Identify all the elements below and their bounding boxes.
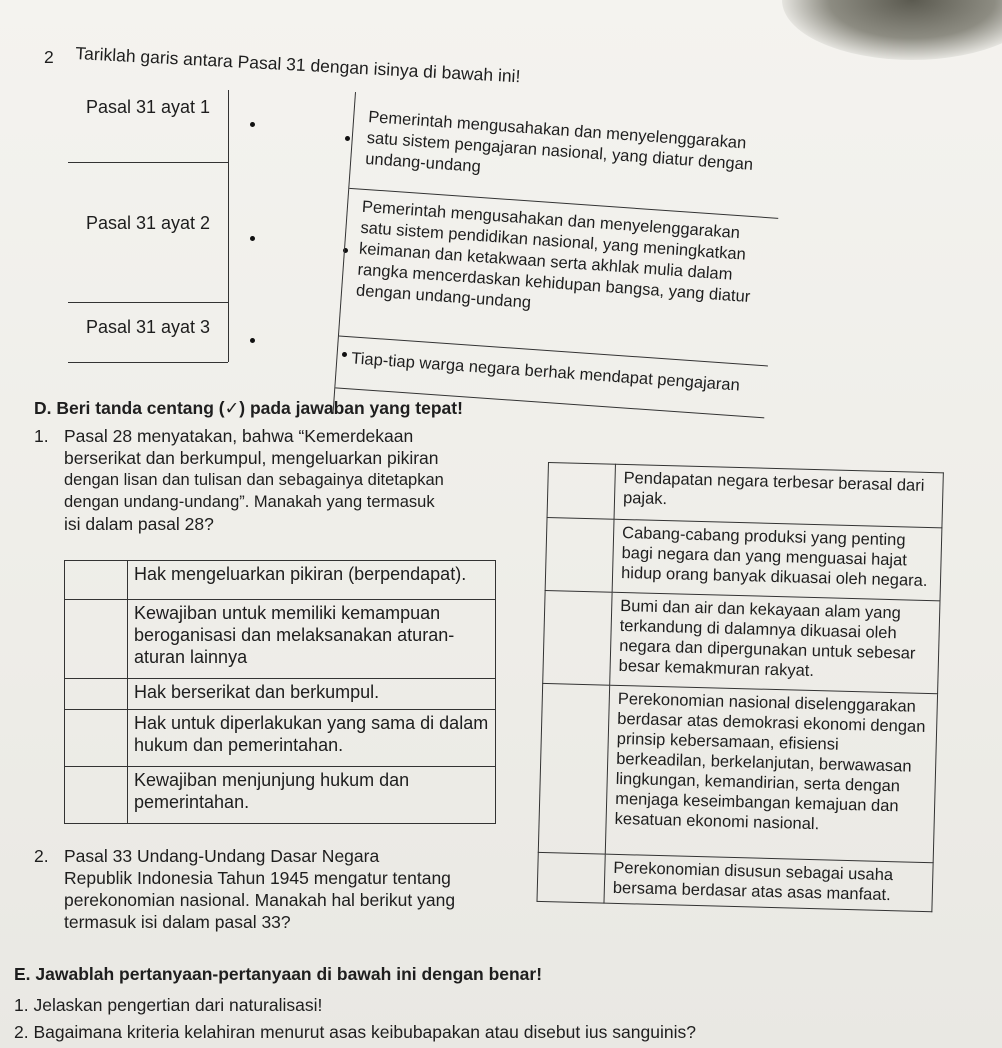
option-text: Perekonomian disusun sebagai usaha bersama berdasar atas asas manfaat. [604,854,933,912]
table-row [538,683,937,862]
divider [68,162,228,163]
match-dot-left[interactable] [250,122,255,127]
section-e-heading: E. Jawablah pertanyaan-pertanyaan di bawah ini dengan benar! [14,964,543,984]
option-text: Hak mengeluarkan pikiran (berpendapat). [128,561,496,600]
question-line: termasuk isi dalam pasal 33? [64,912,291,932]
question-line: Pasal 33 Undang-Undang Dasar Negara [64,846,380,866]
option-text: Hak untuk diperlakukan yang sama di dalam hukum dan pemerintahan. [128,710,496,767]
d1-question [64,425,524,535]
pasal-31-ayat-1: Pasal 31 ayat 1 [85,97,211,117]
d1-options-table [64,560,496,824]
table-row [65,710,496,767]
question-line: isi dalam pasal 28? [64,514,214,534]
checkbox-cell[interactable] [65,679,128,710]
option-text: Hak berserikat dan berkumpul. [128,679,496,710]
e-question: 2. Bagaimana kriteria kelahiran menurut asas keibubapakan atau disebut ius sanguinis? [14,1022,696,1042]
pasal-31-ayat-3: Pasal 31 ayat 3 [85,317,211,337]
table-row [543,590,940,693]
option-text: Kewajiban menjunjung hukum dan pemerintahan. [128,767,496,824]
table-row [547,463,943,528]
checkbox-cell[interactable] [545,517,614,592]
checkbox-cell[interactable] [65,561,128,600]
table-row [537,852,933,911]
isi-item: Pemerintah mengusahakan dan menyelenggarakan satu sistem pengajaran nasional, yang diatur dengan undang-undang [364,108,754,176]
d2-question [64,845,534,933]
table-row [65,600,496,679]
checkbox-cell[interactable] [537,852,605,903]
d2-options-table [536,462,943,912]
table-row [65,561,496,600]
question-line: Pasal 28 menyatakan, bahwa “Kemerdekaan [64,426,414,446]
q2-number: 2 [44,47,54,67]
e-question: 1. Jelaskan pengertian dari naturalisasi! [14,995,323,1015]
checkbox-cell[interactable] [538,683,609,854]
checkbox-cell[interactable] [65,710,128,767]
pasal-31-ayat-2: Pasal 31 ayat 2 [85,213,211,233]
section-d-heading: D. Beri tanda centang (✓) pada jawaban yang tepat! [34,398,463,418]
question-line: berserikat dan berkumpul, mengeluarkan pikiran [64,448,439,468]
checkbox-cell[interactable] [65,767,128,824]
match-dot-left[interactable] [250,338,255,343]
table-row [65,767,496,824]
option-text: Kewajiban untuk memiliki kemampuan beroganisasi dan melaksanakan aturan-aturan lainnya [128,600,496,679]
isi-item: Pemerintah mengusahakan dan menyelenggarakan satu sistem pendidikan nasional, yang meningkatkan keimanan dan ketakwaan serta akhlak mulia dalam rangka mencerdaskan kehidupan bangsa, yang diatur dengan undang-undang [355,197,751,312]
d2-number: 2. [34,846,49,866]
match-dot-right[interactable] [345,136,350,141]
question-line: dengan lisan dan tulisan dan sebagainya ditetapkan [64,471,444,489]
photo-shadow [782,0,1002,60]
question-line: dengan undang-undang”. Manakah yang termasuk [64,493,435,511]
pasal-column [68,90,229,362]
table-row [65,679,496,710]
option-text: Pendapatan negara terbesar berasal dari pajak. [614,464,943,528]
checkbox-cell[interactable] [65,600,128,679]
question-line: Republik Indonesia Tahun 1945 mengatur tentang [64,868,451,888]
isi-column [333,92,785,443]
table-row [545,517,942,600]
checkbox-cell[interactable] [547,463,615,520]
isi-item: Tiap-tiap warga negara berhak mendapat pengajaran [350,349,741,395]
option-text: Cabang-cabang produksi yang penting bagi negara dan yang menguasai hajat hidup orang banyak dikuasai oleh negara. [612,519,942,601]
d1-number: 1. [34,426,49,446]
option-text: Bumi dan air dan kekayaan alam yang terkandung di dalamnya dikuasai oleh negara dan dipergunakan untuk sebesar besar kemakmuran rakyat. [610,592,940,694]
question-line: perekonomian nasional. Manakah hal berikut yang [64,890,456,910]
checkbox-cell[interactable] [543,590,612,685]
divider [68,362,228,363]
match-dot-left[interactable] [250,236,255,241]
divider [68,302,228,303]
q2-instruction: Tariklah garis antara Pasal 31 dengan isinya di bawah ini! [74,42,521,87]
option-text: Perekonomian nasional diselenggarakan berdasar atas demokrasi ekonomi dengan prinsip kebersamaan, efisiensi berkeadilan, berkelanjutan, berwawasan lingkungan, kemandirian, serta dengan menjaga keseimbangan kemajuan dan kesatuan ekonomi nasional. [605,685,937,863]
